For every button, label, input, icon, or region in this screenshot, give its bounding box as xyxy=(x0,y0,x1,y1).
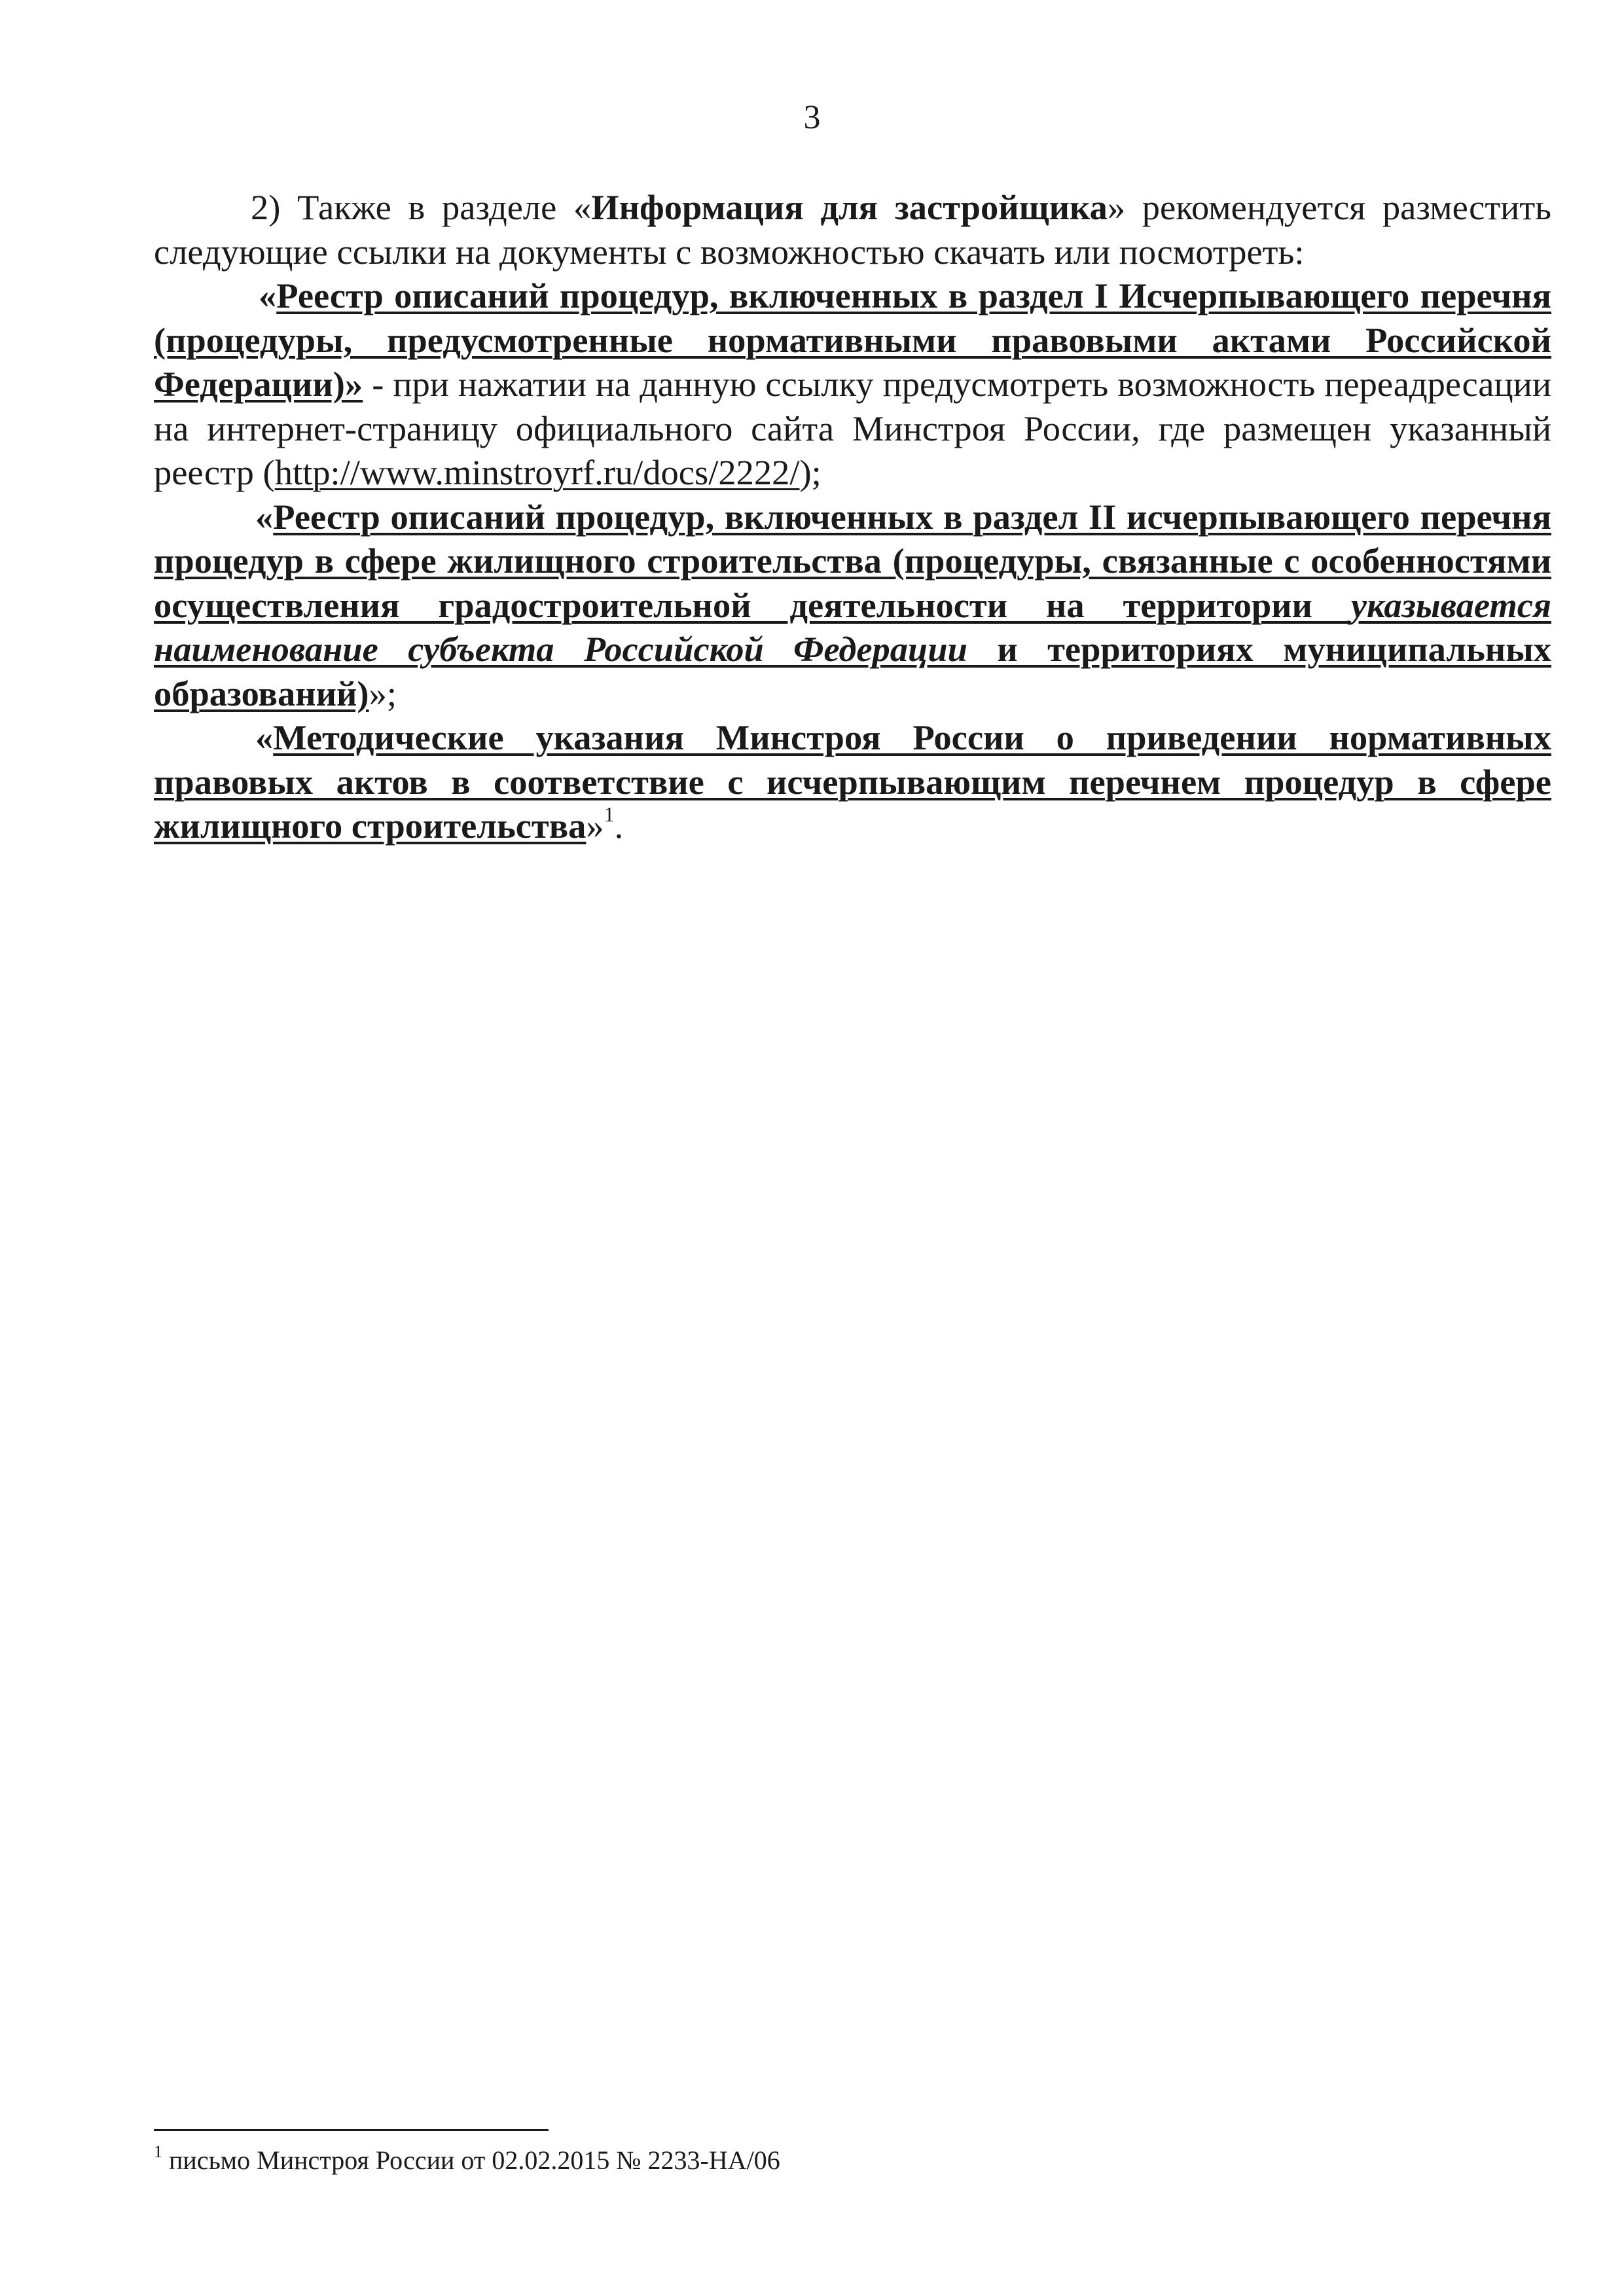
paragraph-registry-1 xyxy=(154,274,1551,495)
paragraph-guidelines xyxy=(154,715,1551,848)
page-number: 3 xyxy=(803,99,821,136)
footnote-text: письмо Минстроя России от 02.02.2015 № 2233-НА/06 xyxy=(169,2145,780,2175)
registry-2-open-quote: « xyxy=(255,496,274,537)
footnote-marker: 1 xyxy=(154,2142,162,2161)
footnote-reference[interactable]: 1 xyxy=(604,802,615,826)
registry-2-title-part2: и территориях муниципальных образований) xyxy=(154,629,1551,713)
registry-2-close: »; xyxy=(369,673,397,713)
registry-1-open-quote: « xyxy=(259,276,277,315)
paragraph-registry-2 xyxy=(154,495,1551,716)
registry-1-close: ); xyxy=(799,452,821,492)
footnote-separator xyxy=(154,2129,549,2131)
registry-2-link[interactable] xyxy=(154,497,1551,713)
registry-2-title-italic: указывается наименование субъекта Российской Федерации xyxy=(154,584,1551,669)
registry-1-description: - при нажатии на данную ссылку предусмотреть возможность переадресации на интернет-страницу официального сайта Минстроя России, где размещен указанный реестр ( xyxy=(154,364,1551,492)
guidelines-end: . xyxy=(614,806,624,846)
registry-1-url-link[interactable]: http://www.minstroyrf.ru/docs/2222/ xyxy=(274,452,800,492)
guidelines-close: » xyxy=(586,806,604,846)
registry-2-title-part1: Реестр описаний процедур, включенных в раздел II исчерпывающего перечня процедур в сфере жилищного строительства (процедуры, связанные с особенностями осуществления градостроительной деятельности на территории xyxy=(154,496,1551,625)
guidelines-open-quote: « xyxy=(255,717,274,757)
registry-1-link[interactable]: Реестр описаний процедур, включенных в раздел I Исчерпывающего перечня (процедуры, предусмотренные нормативными правовыми актами Российской Федерации)» xyxy=(154,276,1551,404)
intro-suffix: » рекомендуется разместить следующие ссылки на документы с возможностью скачать или посмотреть: xyxy=(154,187,1551,272)
document-body xyxy=(154,185,1551,848)
footnote xyxy=(154,2144,1551,2178)
section-name: Информация для застройщика xyxy=(591,187,1108,227)
paragraph-intro xyxy=(154,185,1551,274)
guidelines-link[interactable]: Методические указания Минстроя России о приведении нормативных правовых актов в соответствие с исчерпывающим перечнем процедур в сфере жилищного строительства xyxy=(154,717,1551,846)
intro-prefix: 2) Также в разделе « xyxy=(251,187,592,227)
